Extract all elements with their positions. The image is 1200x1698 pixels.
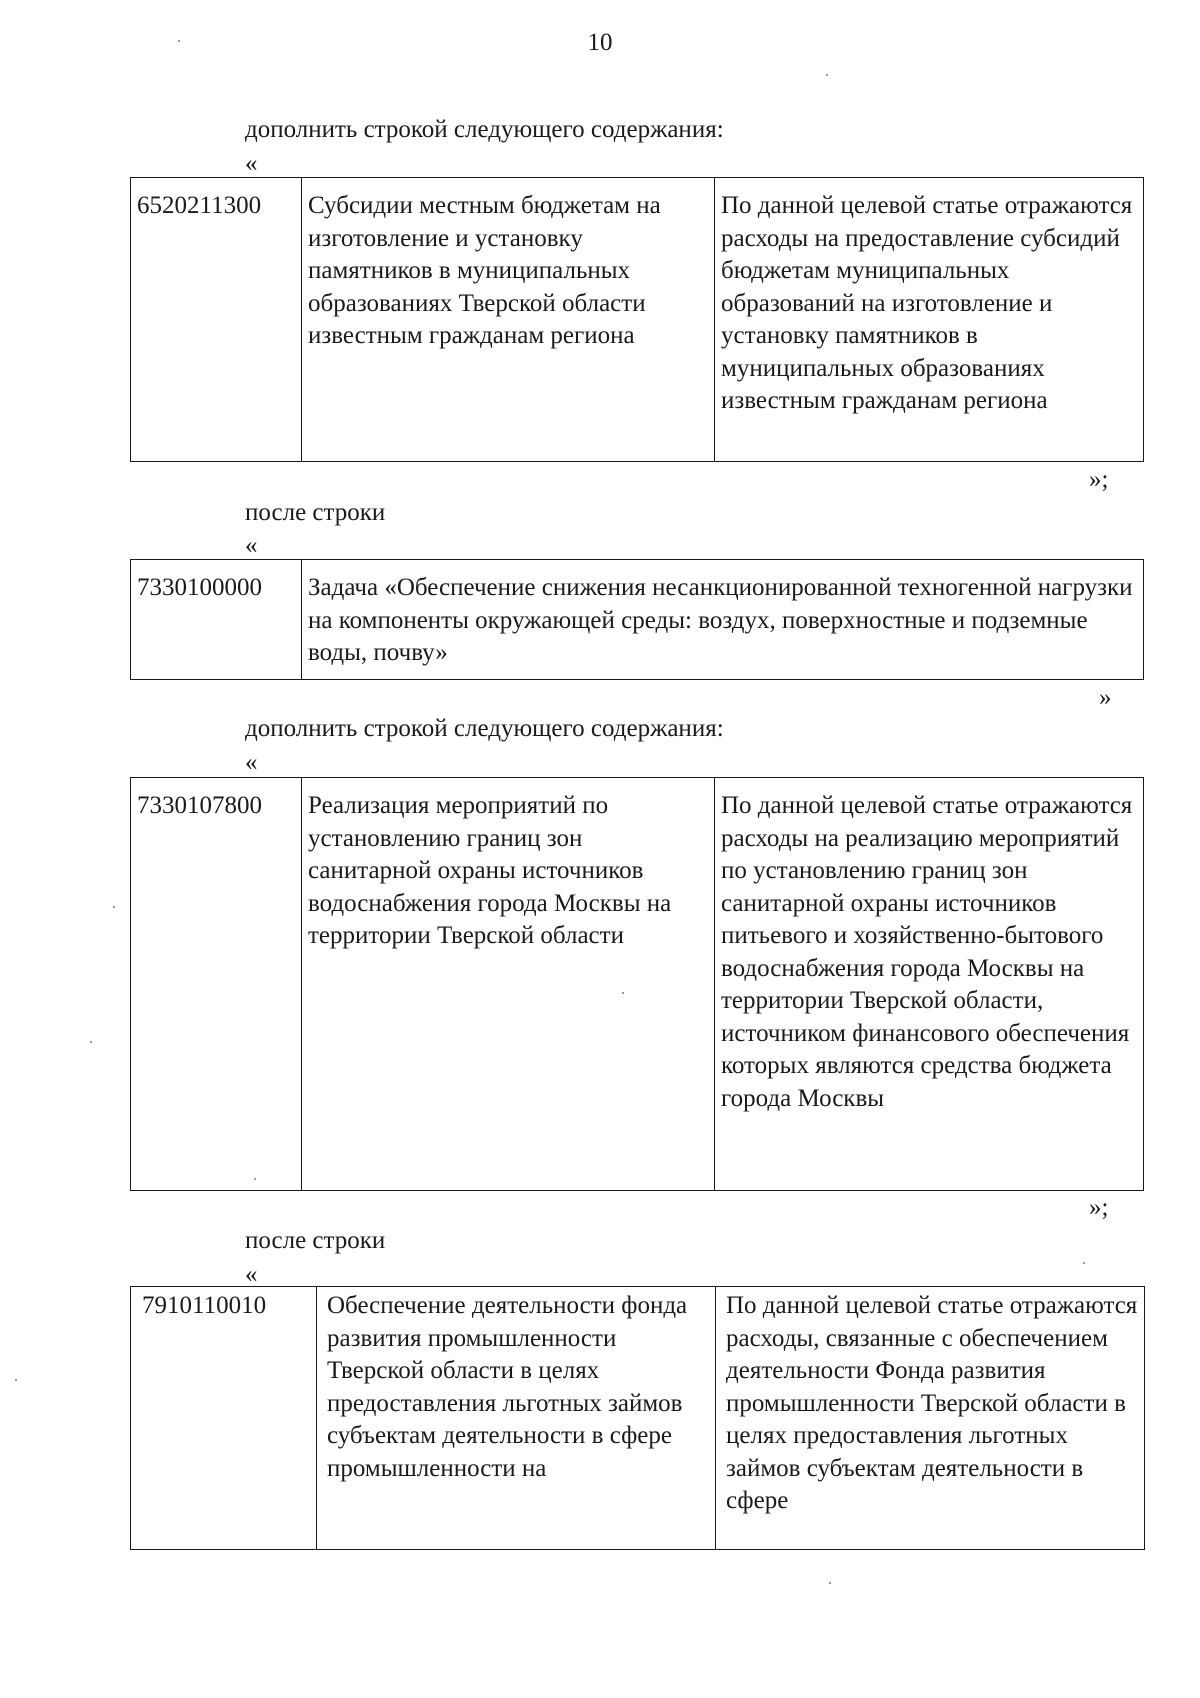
opening-quote: « — [245, 1261, 258, 1288]
intro-text: после строки — [245, 499, 386, 526]
budget-code-cell: 6520211300 — [131, 178, 302, 462]
article-name-cell: Обеспечение деятельности фонда развития промышленности Тверской области в целях предоставления льготных займов субъектам деятельности в сфере промышленности на — [317, 1287, 716, 1550]
opening-quote: « — [245, 749, 258, 776]
closing-quote: »; — [1089, 466, 1109, 493]
scan-speck — [15, 1379, 17, 1381]
article-description-cell: По данной целевой статье отражаются расходы, связанные с обеспечением деятельности Фонда развития промышленности Тверской области в целях предоставления льготных займов субъектам деятельности в сфере — [716, 1287, 1145, 1550]
table-row — [131, 560, 1144, 680]
scan-speck — [254, 1178, 256, 1180]
table-row — [131, 778, 1144, 1191]
scan-speck — [90, 1041, 92, 1043]
opening-quote: « — [245, 532, 258, 559]
scan-speck — [826, 74, 828, 76]
intro-text: дополнить строкой следующего содержания: — [245, 116, 724, 143]
scan-speck — [178, 40, 180, 42]
budget-table — [130, 777, 1144, 1191]
opening-quote: « — [245, 150, 258, 177]
scan-speck — [1083, 1262, 1085, 1264]
budget-table — [130, 177, 1144, 462]
intro-text: дополнить строкой следующего содержания: — [245, 715, 724, 742]
article-name-cell: Реализация мероприятий по установлению границ зон санитарной охраны источников водоснабжения города Москвы на территории Тверской области — [302, 778, 715, 1191]
closing-quote: »; — [1089, 1194, 1109, 1221]
closing-quote: » — [1099, 684, 1112, 711]
article-description-cell: По данной целевой статье отражаются расходы на реализацию мероприятий по установлению границ зон санитарной охраны источников питьевого и хозяйственно-бытового водоснабжения города Москвы на территории Тверской области, источником финансового обеспечения которых являются средства бюджета города Москвы — [715, 778, 1144, 1191]
budget-table — [130, 1286, 1145, 1550]
budget-code-cell: 7330100000 — [131, 560, 302, 680]
article-name-cell: Субсидии местным бюджетам на изготовление и установку памятников в муниципальных образованиях Тверской области известным гражданам региона — [302, 178, 715, 462]
article-description-cell: По данной целевой статье отражаются расходы на предоставление субсидий бюджетам муниципальных образований на изготовление и установку памятников в муниципальных образованиях известным гражданам региона — [715, 178, 1144, 462]
scan-speck — [622, 992, 624, 994]
intro-text: после строки — [245, 1227, 386, 1254]
article-name-cell: Задача «Обеспечение снижения несанкционированной техногенной нагрузки на компоненты окружающей среды: воздух, поверхностные и подземные воды, почву» — [302, 560, 1144, 680]
scan-speck — [829, 1582, 831, 1584]
page-number: 10 — [587, 29, 613, 56]
budget-table — [130, 559, 1144, 680]
table-row — [131, 178, 1144, 462]
table-row — [131, 1287, 1145, 1550]
scan-speck — [113, 906, 115, 908]
budget-code-cell: 7910110010 — [131, 1287, 317, 1550]
budget-code-cell: 7330107800 — [131, 778, 302, 1191]
